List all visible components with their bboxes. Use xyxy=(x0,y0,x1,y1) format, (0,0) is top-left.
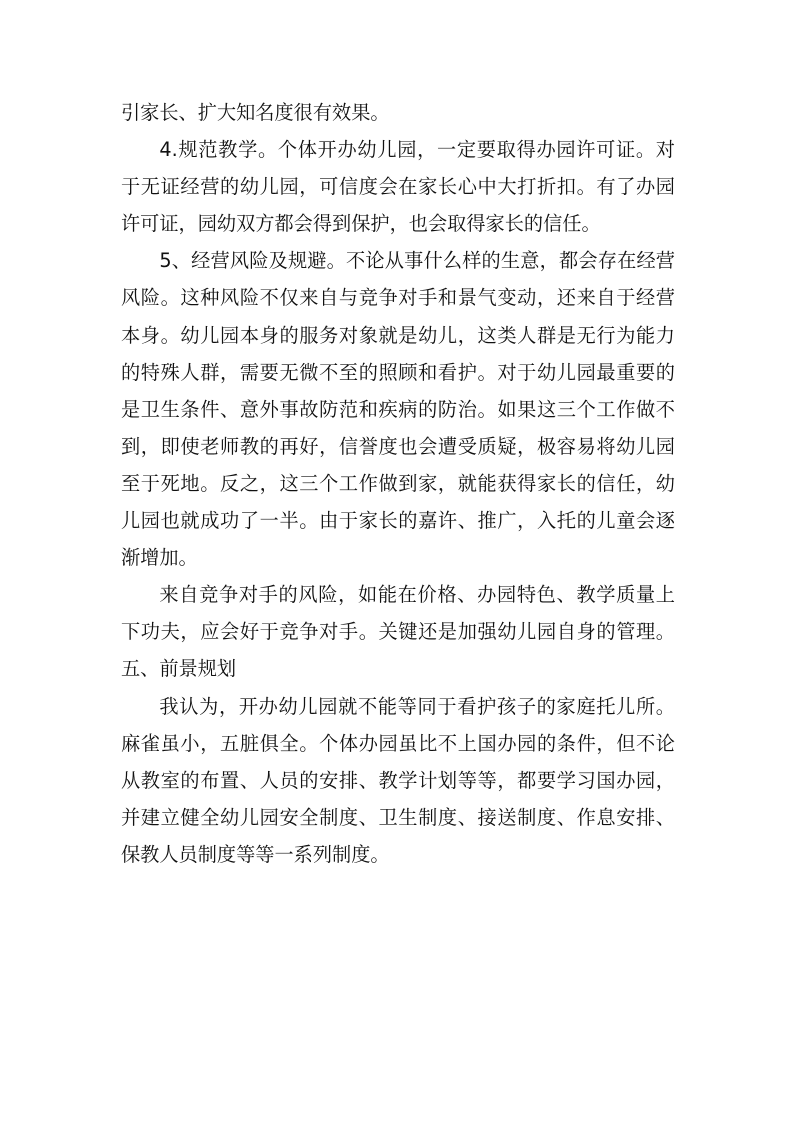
paragraph-continuation: 引家长、扩大知名度很有效果。 xyxy=(121,101,390,124)
paragraph-business-risk: 5、经营风险及规避。不论从事什么样的生意，都会存在经营风险。这种风险不仅来自与竞争对手和景气变动，还来自于经营本身。幼儿园本身的服务对象就是幼儿，这类人群是无行为能力的特殊人群，需要无微不至的照顾和看护。对于幼儿园最重要的是卫生条件、意外事故防范和疾病的防治。如果这三个工作做不到，即使老师教的再好，信誉度也会遭受质疑，极容易将幼儿园至于死地。反之，这三个工作做到家，就能获得家长的信任，幼儿园也就成功了一半。由于家长的嘉许、推广，入托的儿童会逐渐增加。 xyxy=(121,249,675,570)
document-page xyxy=(121,94,675,873)
paragraph-standardized-teaching: 4.规范教学。个体开办幼儿园，一定要取得办园许可证。对于无证经营的幼儿园，可信度会在家长心中大打折扣。有了办园许可证，园幼双方都会得到保护，也会取得家长的信任。 xyxy=(121,138,675,236)
paragraph-competitor-risk: 来自竞争对手的风险，如能在价格、办园特色、教学质量上下功夫，应会好于竞争对手。关键还是加强幼儿园自身的管理。 五、前景规划 xyxy=(121,583,675,681)
paragraph-future-planning: 我认为，开办幼儿园就不能等同于看护孩子的家庭托儿所。麻雀虽小，五脏俱全。个体办园虽比不上国办园的条件，但不论从教室的布置、人员的安排、教学计划等等，都要学习国办园，并建立健全幼儿园安全制度、卫生制度、接送制度、作息安排、保教人员制度等等一系列制度。 xyxy=(121,694,675,866)
